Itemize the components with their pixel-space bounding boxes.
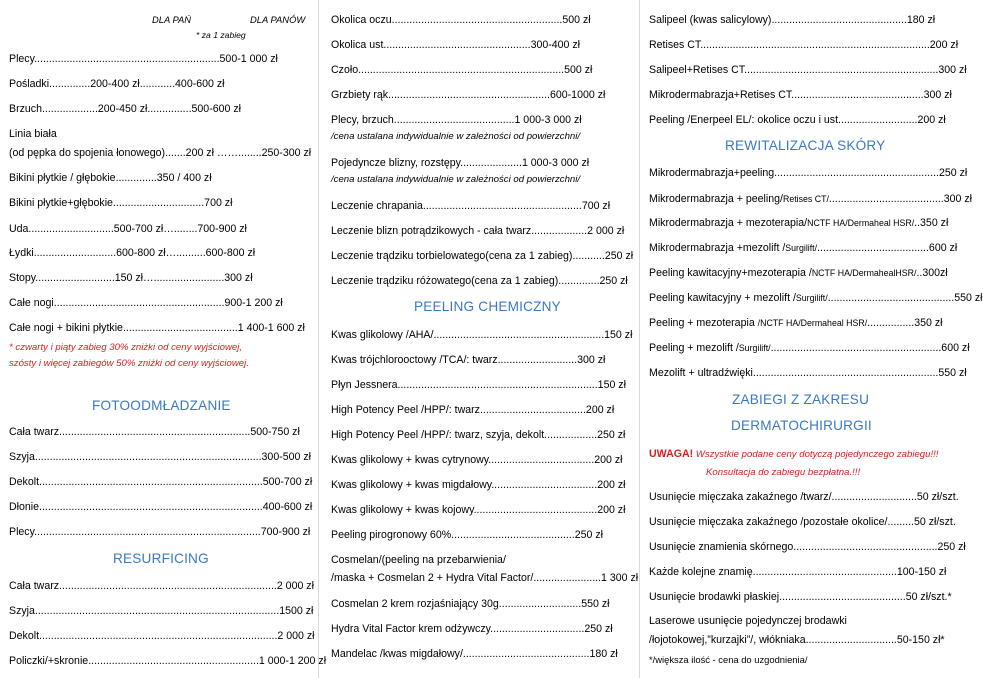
price-line: Peeling + mezolift /Surgilift/..........................................................600 zł [649, 342, 970, 354]
price-line: (od pępka do spojenia łonowego).......200 zł ……........250-300 zł [9, 147, 312, 159]
price-line: Leczenie trądziku różowatego(cena za 1 zabieg)..............250 zł [331, 275, 628, 287]
price-line: Mikrodermabrazja+peeling........................................................250 zł [649, 167, 968, 179]
price-line: Łydki............................600-800 zł…..........600-800 zł [9, 247, 256, 259]
price-line: High Potency Peel /HPP/: twarz....................................200 zł [331, 404, 615, 416]
column-divider [318, 0, 319, 678]
price-line: Linia biała [9, 128, 57, 140]
price-line: Mandelac /kwas migdałowy/...........................................180 zł [331, 648, 618, 660]
section-title-dermatochirurgia: DERMATOCHIRURGII [731, 418, 872, 433]
price-line: Kwas glikolowy + kwas cytrynowy....................................200 zł [331, 454, 623, 466]
price-line: Leczenie chrapania......................................................700 zł [331, 200, 611, 212]
price-line: Cała twarz..........................................................................2 000 zł [9, 580, 314, 592]
section-title-rewitalizacja: REWITALIZACJA SKÓRY [725, 138, 886, 153]
price-line: Cosmelan/(peeling na przebarwienia/ [331, 554, 506, 566]
price-line: Peeling + mezoterapia /NCTF HA/Dermaheal HSR/................350 zł [649, 317, 943, 329]
price-line: Mezolift + ultradźwięki...............................................................550 zł [649, 367, 967, 379]
price-line: Leczenie blizn potrądzikowych - cała twarz...................2 000 zł [331, 225, 625, 237]
heading-women: DLA PAŃ [152, 14, 192, 25]
price-line: Peeling kawitacyjny + mezolift /Surgilift/...........................................550 zł [649, 292, 983, 304]
price-line: Szyja...................................................................................1500 zł [9, 605, 314, 617]
price-line: Peeling pirogronowy 60%..........................................250 zł [331, 529, 604, 541]
price-line: Peeling /Enerpeel EL/: okolice oczu i ust...........................200 zł [649, 114, 946, 126]
price-line: Mikrodermabrazja+Retises CT.............................................300 zł [649, 89, 952, 101]
price-line: Okolica oczu..........................................................500 zł [331, 14, 591, 26]
price-line: Cosmelan 2 krem rozjaśniający 30g............................550 zł [331, 598, 610, 610]
price-line: Pojedyncze blizny, rozstępy.....................1 000-3 000 zł [331, 157, 590, 169]
price-line: Cała twarz.................................................................500-750 zł [9, 426, 300, 438]
price-line: Dekolt............................................................................500-700 zł [9, 476, 313, 488]
price-note: */większa ilość - cena do uzgodnienia/ [649, 654, 808, 665]
warning-note: UWAGA! Wszystkie podane ceny dotyczą pojedynczego zabiegu!!! [649, 448, 939, 460]
price-line: Czoło......................................................................500 zł [331, 64, 593, 76]
section-title-fotoodmladzanie: FOTOODMŁADZANIE [92, 398, 231, 413]
price-line: /łojotokowej,”kurzajki”/, włókniaka...............................50-150 zł* [649, 634, 945, 646]
price-line: Kwas glikolowy + kwas kojowy..........................................200 zł [331, 504, 626, 516]
price-line: Płyn Jessnera....................................................................150 zł [331, 379, 626, 391]
price-line: Leczenie trądziku torbielowatego(cena za 1 zabieg)...........250 zł [331, 250, 634, 262]
price-line: Usunięcie brodawki płaskiej...........................................50 zł/szt.* [649, 591, 952, 603]
discount-note: * czwarty i piąty zabieg 30% zniżki od ceny wyjściowej, [9, 342, 243, 353]
price-line: Mikrodermabrazja + mezoterapia/NCTF HA/Dermaheal HSR/..350 zł [649, 217, 949, 229]
price-line: Szyja.............................................................................300-500 zł [9, 451, 312, 463]
price-line: Pośladki..............200-400 zł............400-600 zł [9, 78, 225, 90]
price-line: Hydra Vital Factor krem odżywczy................................250 zł [331, 623, 613, 635]
price-line: Dekolt.................................................................................2 000 zł [9, 630, 315, 642]
price-line: Całe nogi..........................................................900-1 200 zł [9, 297, 283, 309]
price-line: Każde kolejne znamię.................................................100-150 zł [649, 566, 947, 578]
price-line: Stopy...........................150 zł…........................300 zł [9, 272, 253, 284]
section-title-dermatochirurgia: ZABIEGI Z ZAKRESU [732, 392, 870, 407]
section-title-peeling-chemiczny: PEELING CHEMICZNY [414, 299, 561, 314]
price-line: Usunięcie mięczaka zakaźnego /pozostałe okolice/.........50 zł/szt. [649, 516, 956, 528]
price-line: High Potency Peel /HPP/: twarz, szyja, dekolt..................250 zł [331, 429, 626, 441]
price-line: Dłonie............................................................................400-600 zł [9, 501, 313, 513]
price-line: Mikrodermabrazja +mezolift /Surgilift/......................................600 zł [649, 242, 958, 254]
price-line: Brzuch...................200-450 zł...............500-600 zł [9, 103, 241, 115]
price-line: Grzbiety rąk.......................................................600-1000 zł [331, 89, 606, 101]
heading-men: DLA PANÓW [250, 14, 306, 25]
price-line: Usunięcie znamienia skórnego.................................................250 zł [649, 541, 966, 553]
consultation-note: Konsultacja do zabiegu bezpłatna.!!! [706, 467, 861, 478]
column-divider [639, 0, 640, 678]
price-line: Kwas trójchlorooctowy /TCA/: twarz...........................300 zł [331, 354, 606, 366]
price-line: Okolica ust..................................................300-400 zł [331, 39, 581, 51]
price-line: Salipeel+Retises CT..................................................................300 zł [649, 64, 967, 76]
section-title-resurficing: RESURFICING [113, 551, 209, 566]
price-line: Uda.............................500-700 zł…........700-900 zł [9, 223, 247, 235]
price-line: Mikrodermabrazja + peeling/Retises CT/.......................................300 zł [649, 193, 972, 205]
price-note: /cena ustalana indywidualnie w zależności od powierzchni/ [331, 174, 581, 185]
price-note: /cena ustalana indywidualnie w zależności od powierzchni/ [331, 131, 581, 142]
price-line: Policzki/+skronie..........................................................1 000-1 200 zł [9, 655, 327, 667]
per-treatment-note: * za 1 zabieg [196, 30, 246, 40]
price-line: /maska + Cosmelan 2 + Hydra Vital Factor/.......................1 300 zł [331, 572, 639, 584]
price-line: Salipeel (kwas salicylowy)..............................................180 zł [649, 14, 936, 26]
price-line: Plecy, brzuch.........................................1 000-3 000 zł [331, 114, 582, 126]
price-line: Bikini płytkie / głębokie..............350 / 400 zł [9, 172, 212, 184]
price-line: Kwas glikolowy /AHA/..........................................................150 zł [331, 329, 633, 341]
price-line: Całe nogi + bikini płytkie.......................................1 400-1 600 zł [9, 322, 305, 334]
price-line: Kwas glikolowy + kwas migdałowy....................................200 zł [331, 479, 626, 491]
price-line: Retises CT..............................................................................200 zł [649, 39, 959, 51]
price-line: Laserowe usunięcie pojedynczej brodawki [649, 615, 847, 627]
price-line: Peeling kawitacyjny+mezoterapia /NCTF HA/DermahealHSR/..300zł [649, 267, 948, 279]
price-line: Plecy...............................................................500-1 000 zł [9, 53, 278, 65]
price-line: Plecy.............................................................................700-900 zł [9, 526, 311, 538]
discount-note: szósty i więcej zabiegów 50% zniżki od ceny wyjściowej. [9, 358, 249, 369]
price-line: Usunięcie mięczaka zakaźnego /twarz/.............................50 zł/szt. [649, 491, 959, 503]
price-line: Bikini płytkie+głębokie...............................700 zł [9, 197, 233, 209]
